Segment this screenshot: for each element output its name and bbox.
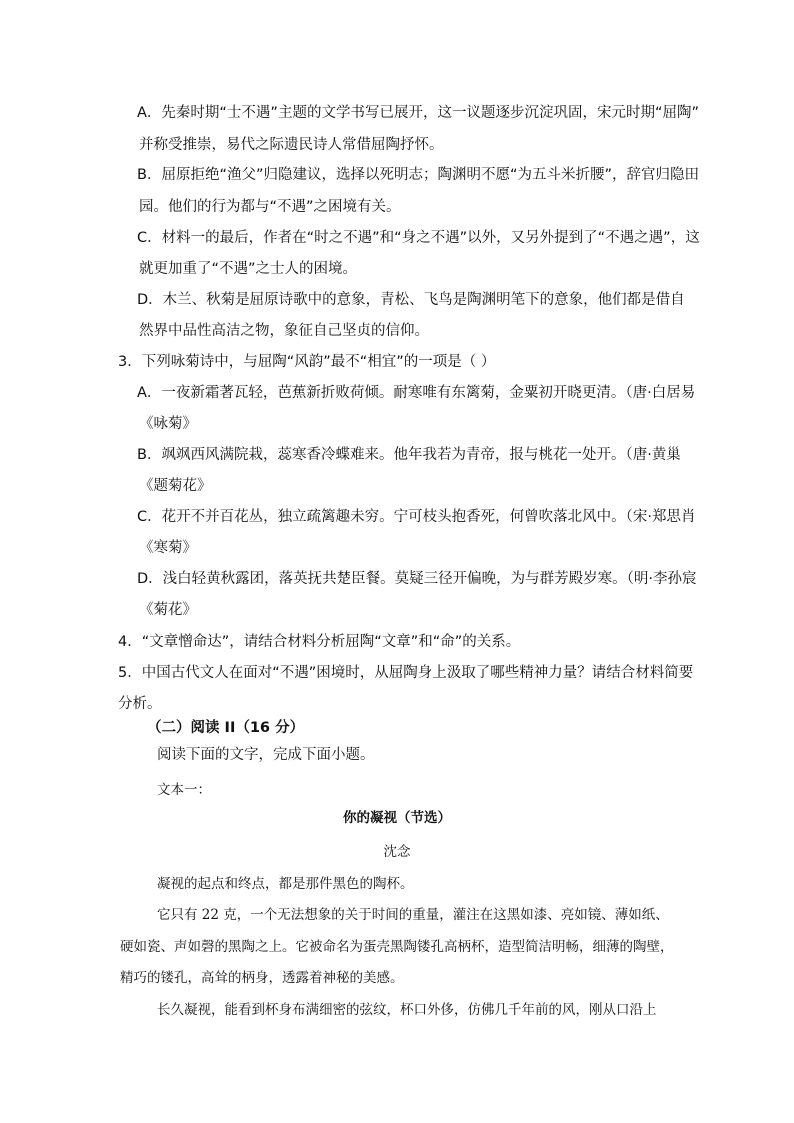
section-heading: （二）阅读 II（16 分） [147, 720, 305, 736]
q5-stem-line1: 5．中国古代文人在面对“不遇”困境时，从屈陶身上汲取了哪些精神力量？请结合材料简要 [118, 665, 694, 681]
section-instruction: 阅读下面的文字，完成下面小题。 [157, 747, 375, 763]
article-paragraph-line: 硬如瓷、声如磬的黑陶之上。它被命名为蛋壳黑陶镂孔高柄杯，造型简洁明畅，细薄的陶壁， [120, 939, 674, 955]
q3-option-c-line2: 《寒菊》 [139, 540, 197, 556]
q2-option-d-line2: 然界中品性高洁之物，象征自己坚贞的信仰。 [139, 323, 429, 339]
q3-stem: 3．下列咏菊诗中，与屈陶“风韵”最不“相宜”的一项是（ ） [118, 354, 496, 370]
q2-option-b-line1: B．屈原拒绝“渔父”归隐建议，选择以死明志；陶渊明不愿“为五斗米折腰”，辞官归隐田 [137, 167, 699, 183]
q3-option-c-line1: C．花开不并百花丛，独立疏篱趣未穷。宁可枝头抱香死，何曾吹落北风中。（宋·郑思肖 [137, 509, 696, 525]
q2-option-b-line2: 园。他们的行为都与“不遇”之困境有关。 [139, 199, 401, 215]
article-paragraph-line: 它只有 22 克，一个无法想象的关于时间的重量，灌注在这黑如漆、亮如镜、薄如纸、 [157, 907, 669, 923]
q3-option-b-line2: 《题菊花》 [139, 478, 212, 494]
article-paragraph: 凝视的起点和终点，都是那件黑色的陶杯。 [157, 876, 414, 892]
q3-option-b-line1: B．飒飒西风满院栽，蕊寒香冷蝶难来。他年我若为青帝，报与桃花一处开。（唐·黄巢 [137, 447, 681, 463]
q2-option-c-line1: C．材料一的最后，作者在“时之不遇”和“身之不遇”以外，又另外提到了“不遇之遇”，这 [137, 230, 700, 246]
q3-option-a-line2: 《咏菊》 [139, 416, 197, 432]
q5-stem-line2: 分析。 [118, 696, 162, 712]
article-author: 沈念 [383, 844, 411, 860]
q2-option-d-line1: D．木兰、秋菊是屈原诗歌中的意象，青松、飞鸟是陶渊明笔下的意象，他们都是借自 [137, 292, 685, 308]
q2-option-c-line2: 就更加重了“不遇”之士人的困境。 [139, 261, 358, 277]
article-paragraph-line: 精巧的镂孔，高耸的柄身，透露着神秘的美感。 [120, 970, 404, 986]
q4-stem: 4．“文章憎命达”，请结合材料分析屈陶“文章”和“命”的关系。 [118, 634, 521, 650]
q3-option-d-line2: 《菊花》 [139, 602, 197, 618]
q3-option-d-line1: D．浅白轻黄秋露团，落英抚共楚臣餐。莫疑三径开偏晚，为与群芳殿岁寒。（明·李孙宸 [137, 571, 697, 587]
article-title: 你的凝视（节选） [343, 810, 451, 826]
q2-option-a-line1: A．先秦时期“士不遇”主题的文学书写已展开，这一议题逐步沉淀巩固，宋元时期“屈陶” [137, 105, 699, 121]
article-paragraph-line: 长久凝视，能看到杯身布满细密的弦纹，杯口外侈，仿佛几千年前的风，刚从口沿上 [157, 1002, 657, 1018]
text-label: 文本一： [157, 782, 211, 798]
q3-option-a-line1: A．一夜新霜著瓦轻，芭蕉新折败荷倾。耐寒唯有东篱菊，金粟初开晓更清。（唐·白居易 [137, 385, 696, 401]
q2-option-a-line2: 并称受推崇，易代之际遗民诗人常借屈陶抒怀。 [139, 137, 444, 153]
